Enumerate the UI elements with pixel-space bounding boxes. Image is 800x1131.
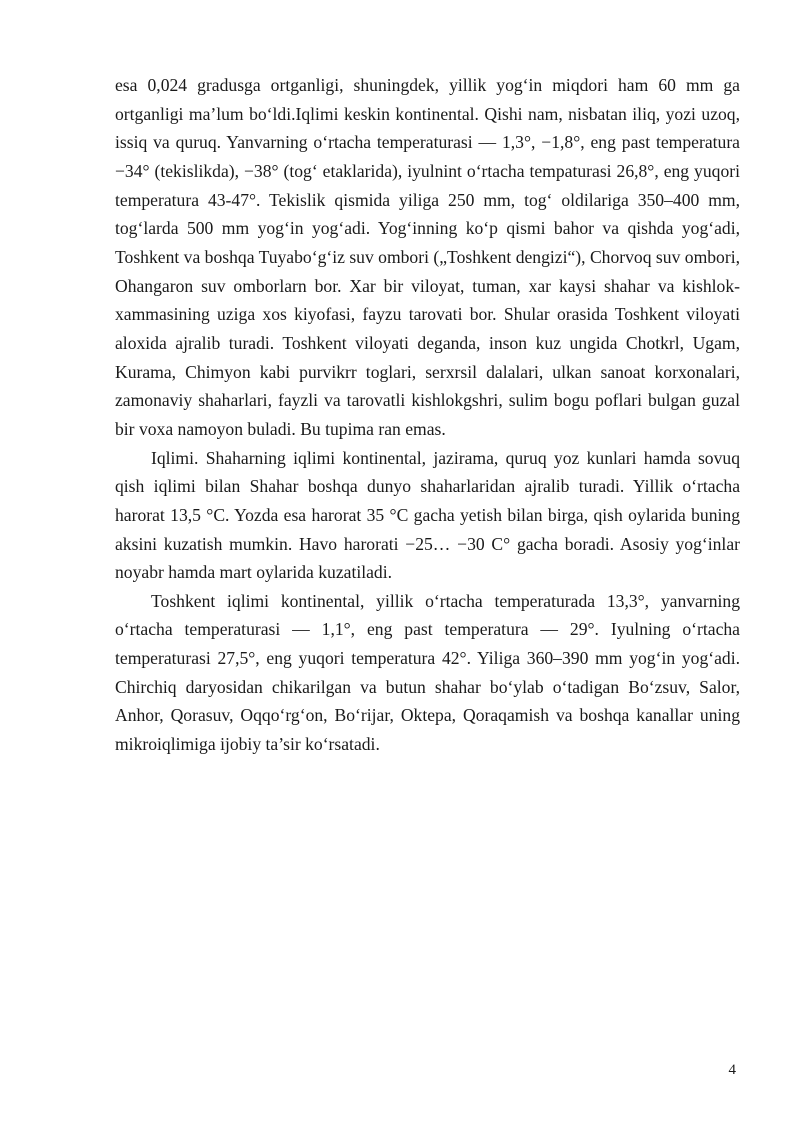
page-number: 4 <box>728 1062 736 1078</box>
paragraph-tashkent-climate: Toshkent iqlimi kontinental, yillik o‘rtacha temperaturada 13,3°, yanvarning o‘rtacha temperaturasi — 1,1°, eng past temperatura — 29°. Iyulning o‘rtacha temperaturasi 27,5°, eng yuqori temperatura 42°. Yiliga 360–390 mm yog‘in yog‘adi. Chirchiq daryosidan chikarilgan va butun shahar bo‘ylab o‘tadigan Bo‘zsuv, Salor, Anhor, Qorasuv, Oqqo‘rg‘on, Bo‘rijar, Oktepa, Qoraqamish va boshqa kanallar uning mikroiqlimiga ijobiy ta’sir ko‘rsatadi. <box>115 590 740 755</box>
paragraph-climate-summary: esa 0,024 gradusga ortganligi, shuningdek, yillik yog‘in miqdori ham 60 mm ga ortganligi ma’lum bo‘ldi.Iqlimi keskin kontinental. Qishi nam, nisbatan iliq, yozi uzoq, issiq va quruq. Yanvarning o‘rtacha temperaturasi — 1,3°, −1,8°, eng past temperatura −34° (tekislikda), −38° (tog‘ etaklarida), iyulnint o‘rtacha tempaturasi 26,8°, eng yuqori temperatura 43-47°. Tekislik qismida yiliga 250 mm, tog‘ oldilariga 350–400 mm, tog‘larda 500 mm yog‘in yog‘adi. Yog‘inning ko‘p qismi bahor va qishda yog‘adi, Toshkent va boshqa Tuyabo‘g‘iz suv ombori („Toshkent dengizi“), Chorvoq suv ombori, Ohangaron suv omborlarn bor. Xar bir viloyat, tuman, xar kaysi shahar va kishlok-xammasining uziga xos kiyofasi, fayzu tarovati bor. Shular orasida Toshkent viloyati aloxida ajralib turadi. Toshkent viloyati deganda, inson kuz ungida Chotkrl, Ugam, Kurama, Chimyon kabi purvikrr toglari, serxrsil dalalari, ulkan sanoat korxonalari, zamonaviy shaharlari, fayzli va tarovatli kishlokgshri, sulim bogu poflari bulgan guzal bir voxa namoyon buladi. Bu tupima ran emas. <box>115 75 740 439</box>
paragraph-city-climate: Iqlimi. Shaharning iqlimi kontinental, jazirama, quruq yoz kunlari hamda sovuq qish iqlimi bilan Shahar boshqa dunyo shaharlaridan ajralib turadi. Yillik o‘rtacha harorat 13,5 °C. Yozda esa harorat 35 °C gacha yetish bilan birga, qish oylarida buning aksini kuzatish mumkin. Havo harorati −25… −30 C° gacha boradi. Asosiy yog‘inlar noyabr hamda mart oylarida kuzatiladi. <box>115 447 740 583</box>
